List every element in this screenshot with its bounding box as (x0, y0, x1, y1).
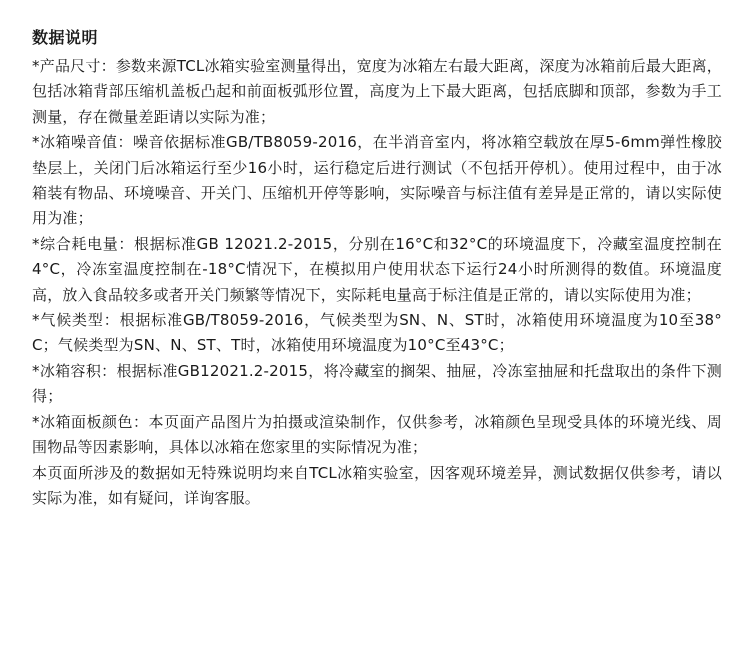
data-description-document (32, 24, 722, 511)
fridge-volume-note: *冰箱容积：根据标准GB12021.2-2015，将冷藏室的搁架、抽屉，冷冻室抽屉和托盘取出的条件下测得； (32, 361, 722, 406)
panel-color-note: *冰箱面板颜色：本页面产品图片为拍摄或渲染制作，仅供参考，冰箱颜色呈现受具体的环境光线、周围物品等因素影响，具体以冰箱在您家里的实际情况为准； (32, 412, 722, 457)
power-consumption-note: *综合耗电量：根据标准GB 12021.2-2015，分别在16°C和32°C的环境温度下，冷藏室温度控制在4°C，冷冻室温度控制在-18°C情况下，在模拟用户使用状态下运行24小时所测得的数值。环境温度高，放入食品较多或者开关门频繁等情况下，实际耗电量高于标注值是正常的，请以实际使用为准； (32, 234, 722, 304)
noise-value-note: *冰箱噪音值：噪音依据标准GB/TB8059-2016，在半消音室内，将冰箱空载放在厚5-6mm弹性橡胶垫层上，关闭门后冰箱运行至少16小时，运行稳定后进行测试（不包括开停机）。使用过程中，由于冰箱装有物品、环境噪音、开关门、压缩机开停等影响，实际噪音与标注值有差异是正常的，请以实际使用为准； (32, 133, 722, 228)
general-disclaimer-note: 本页面所涉及的数据如无特殊说明均来自TCL冰箱实验室，因客观环境差异，测试数据仅供参考，请以实际为准，如有疑问，详询客服。 (32, 463, 722, 507)
document-title: 数据说明 (32, 28, 99, 47)
climate-type-note: *气候类型：根据标准GB/T8059-2016，气候类型为SN、N、ST时，冰箱使用环境温度为10至38°C；气候类型为SN、N、ST、T时，冰箱使用环境温度为10°C至43°C； (32, 311, 722, 355)
product-size-note: *产品尺寸：参数来源TCL冰箱实验室测量得出，宽度为冰箱左右最大距离，深度为冰箱前后最大距离，包括冰箱背部压缩机盖板凸起和前面板弧形位置，高度为上下最大距离，包括底脚和顶部，参数为手工测量，存在微量差距请以实际为准； (32, 57, 722, 126)
